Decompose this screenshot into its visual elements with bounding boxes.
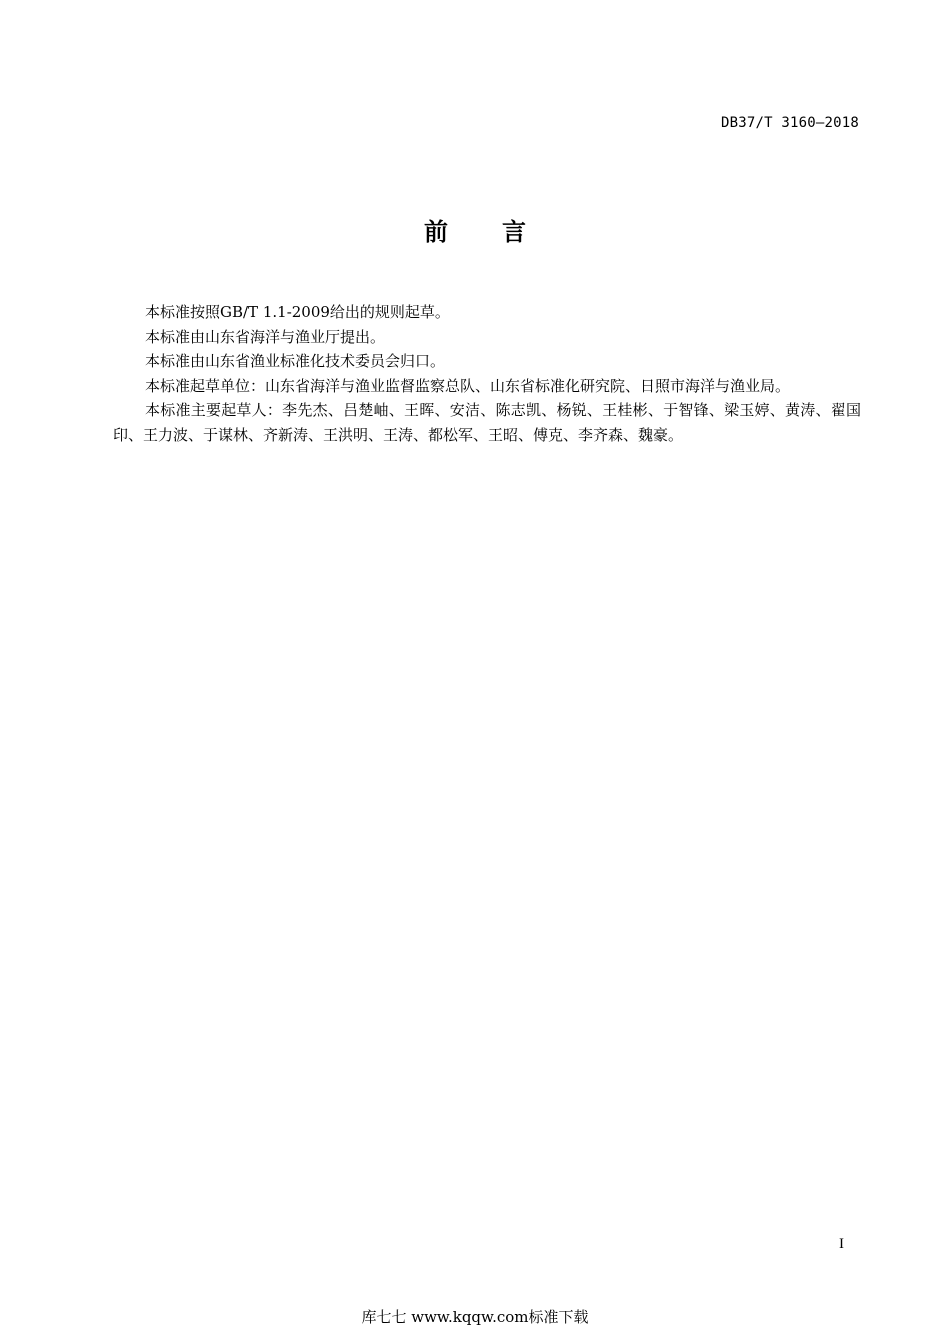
paragraph-drafters: 本标准主要起草人：李先杰、吕楚岫、王晖、安洁、陈志凯、杨锐、王桂彬、于智锋、梁玉婷、黄涛、翟国印、王力波、于谋林、齐新涛、王洪明、王涛、都松军、王昭、傅克、李齐森、魏豪。 <box>113 401 861 444</box>
paragraph-drafting-rules: 本标准按照GB/T 1.1-2009给出的规则起草。 <box>145 303 450 321</box>
document-code: DB37/T 3160—2018 <box>720 115 859 131</box>
paragraph-centralized-by: 本标准由山东省渔业标准化技术委员会归口。 <box>145 352 446 370</box>
foreword-body <box>113 300 861 447</box>
footer-watermark: 库七七 www.kqqw.com标准下载 <box>361 1308 589 1326</box>
paragraph-proposer: 本标准由山东省海洋与渔业厅提出。 <box>145 327 386 346</box>
title-char-2: 言 <box>502 218 526 246</box>
paragraph-drafting-units: 本标准起草单位：山东省海洋与渔业监督监察总队、山东省标准化研究院、日照市海洋与渔业局。 <box>145 376 791 395</box>
page-number: I <box>839 1236 844 1252</box>
title-char-1: 前 <box>424 218 448 246</box>
page-title <box>0 212 950 247</box>
